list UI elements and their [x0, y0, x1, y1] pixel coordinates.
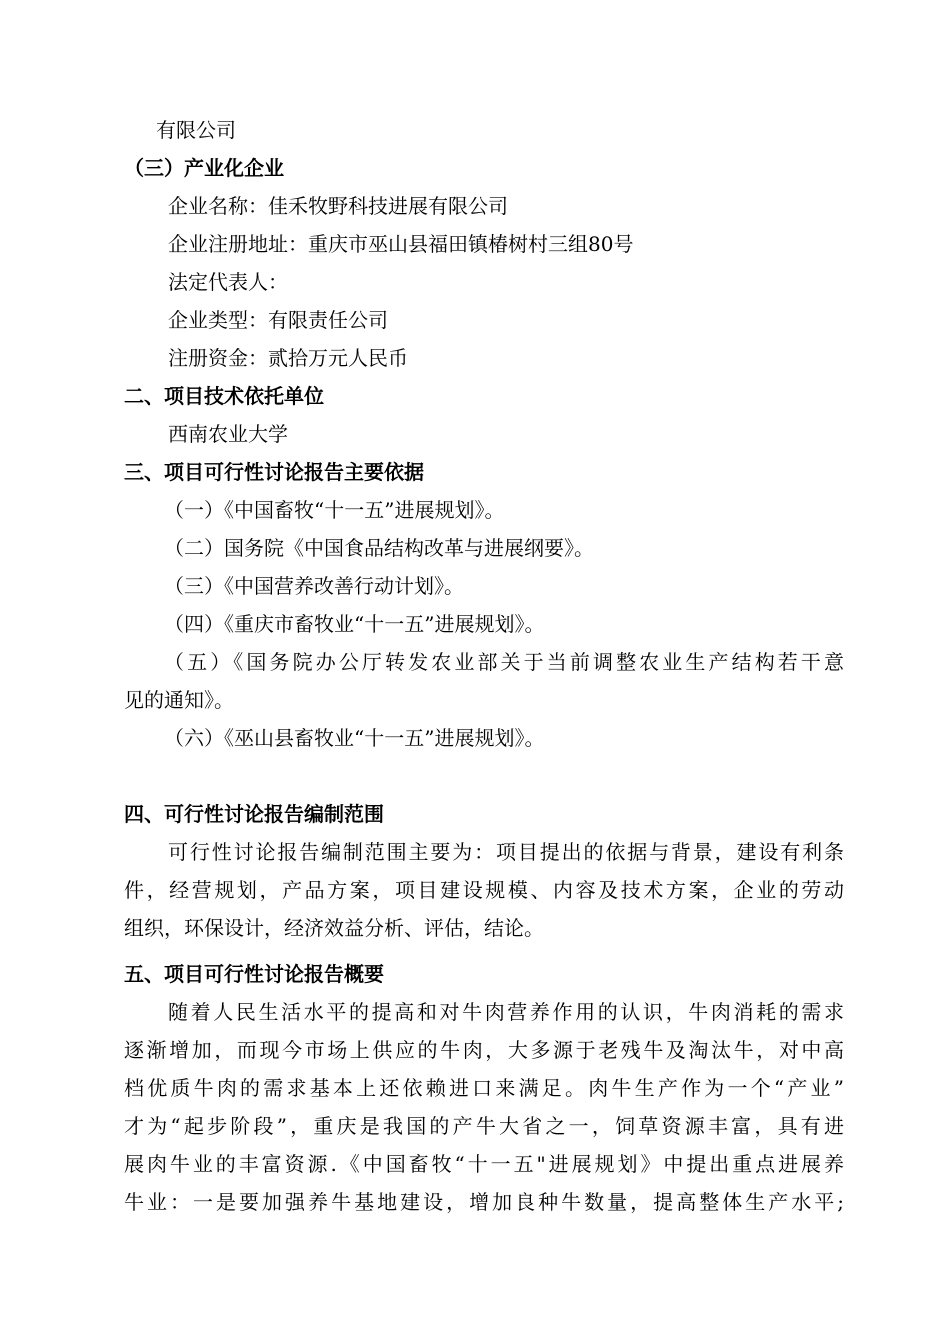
basis-item-3: （三）《中国营养改善行动计划》。 — [164, 574, 464, 598]
company-name-continuation: 有限公司 — [156, 118, 236, 142]
enterprise-name-line: 企业名称：佳禾牧野科技进展有限公司 — [168, 194, 508, 218]
scope-paragraph-line-2: 件，经营规划，产品方案，项目建设规模、内容及技术方案，企业的劳动 — [124, 878, 844, 902]
summary-paragraph-line-5: 展肉牛业的丰富资源.《中国畜牧“十一五"进展规划》中提出重点进展养 — [124, 1152, 844, 1176]
section-heading-technical-support: 二、项目技术依托单位 — [124, 384, 324, 408]
basis-item-4: （四）《重庆市畜牧业“十一五”进展规划》。 — [164, 612, 545, 636]
section-heading-scope: 四、可行性讨论报告编制范围 — [124, 802, 384, 826]
enterprise-type-line: 企业类型：有限责任公司 — [168, 308, 388, 332]
registered-capital-line: 注册资金：贰拾万元人民币 — [168, 346, 408, 370]
summary-paragraph-line-6: 牛业：一是要加强养牛基地建设，增加良种牛数量，提高整体生产水平; — [124, 1190, 844, 1214]
university-line: 西南农业大学 — [168, 422, 288, 446]
summary-paragraph-line-2: 逐渐增加，而现今市场上供应的牛肉，大多源于老残牛及淘汰牛，对中高 — [124, 1038, 844, 1062]
basis-item-5-line-1: （五）《国务院办公厅转发农业部关于当前调整农业生产结构若干意 — [164, 650, 844, 674]
enterprise-address-line: 企业注册地址：重庆市巫山县福田镇椿树村三组80号 — [168, 232, 634, 256]
section-heading-industrial-enterprise: （三）产业化企业 — [124, 156, 284, 180]
section-heading-summary: 五、项目可行性讨论报告概要 — [124, 962, 384, 986]
summary-paragraph-line-1: 随着人民生活水平的提高和对牛肉营养作用的认识，牛肉消耗的需求 — [168, 1000, 844, 1024]
basis-item-5-line-2: 见的通知》。 — [124, 688, 234, 712]
scope-paragraph-line-3: 组织，环保设计，经济效益分析、评估，结论。 — [124, 916, 544, 940]
basis-item-6: （六）《巫山县畜牧业“十一五”进展规划》。 — [164, 726, 545, 750]
basis-item-1: （一）《中国畜牧“十一五”进展规划》。 — [164, 498, 505, 522]
legal-representative-line: 法定代表人： — [168, 270, 288, 294]
basis-item-2: （二）国务院《中国食品结构改革与进展纲要》。 — [164, 536, 594, 560]
summary-paragraph-line-3: 档优质牛肉的需求基本上还依赖进口来满足。肉牛生产作为一个“产业” — [124, 1076, 844, 1100]
summary-paragraph-line-4: 才为“起步阶段”，重庆是我国的产牛大省之一，饲草资源丰富，具有进 — [124, 1114, 844, 1138]
section-heading-main-basis: 三、项目可行性讨论报告主要依据 — [124, 460, 424, 484]
scope-paragraph-line-1: 可行性讨论报告编制范围主要为：项目提出的依据与背景，建设有利条 — [168, 840, 844, 864]
